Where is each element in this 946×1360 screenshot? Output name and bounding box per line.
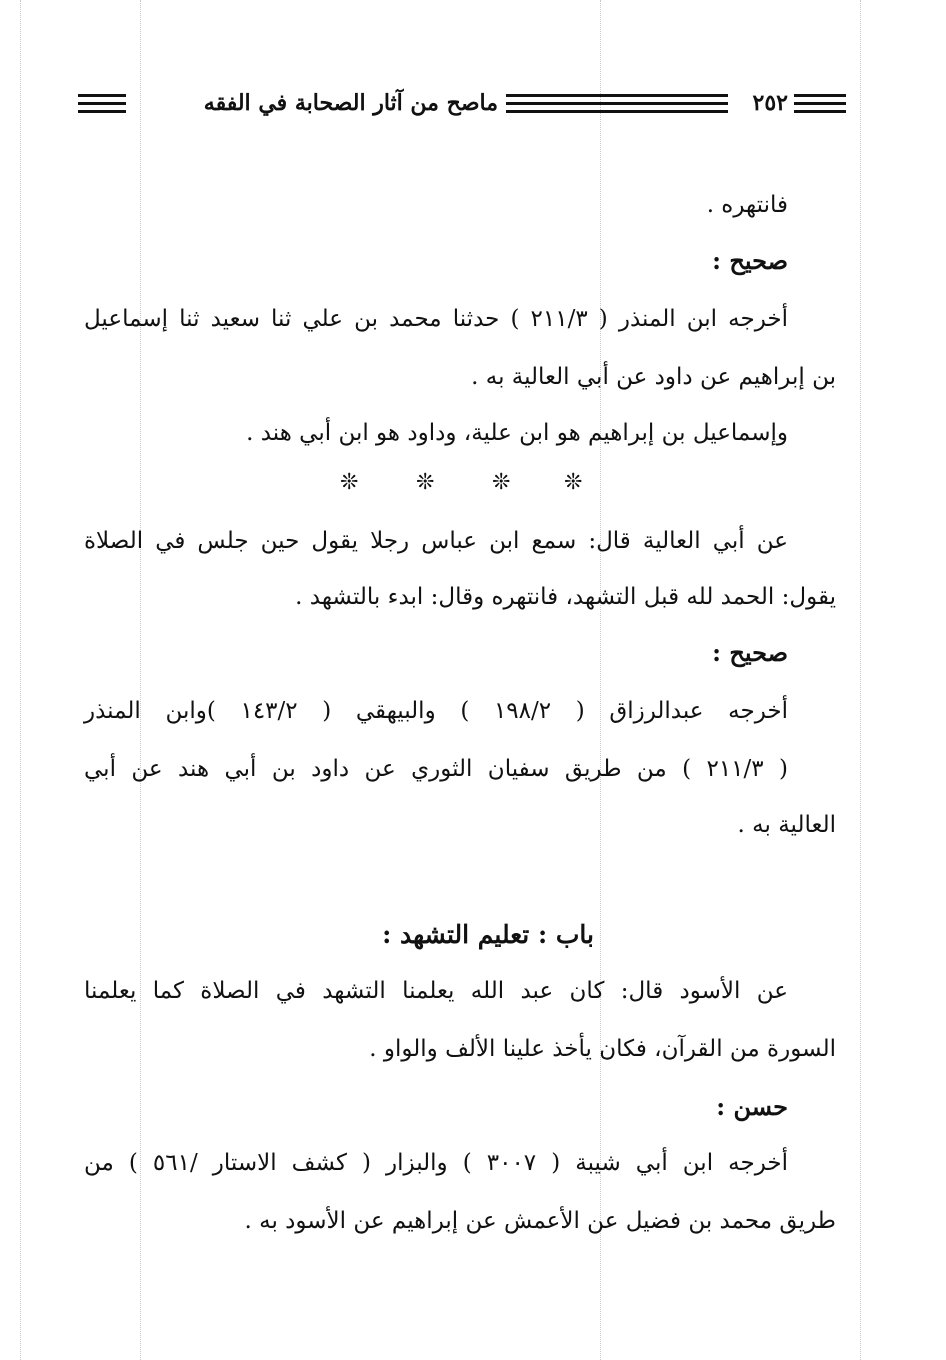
separator-star: ❊ xyxy=(492,470,511,495)
separator-star: ❊ xyxy=(340,470,359,495)
text-line: السورة من القرآن، فكان يأخذ علينا الألف والواو . xyxy=(369,1036,836,1062)
text-line: ( ٢١١/٣ ) من طريق سفيان الثوري عن داود بن أبي هند عن أبي xyxy=(84,756,788,782)
header-rule xyxy=(78,102,126,105)
header-rule xyxy=(78,110,126,113)
header-rule xyxy=(506,110,728,113)
text-line: أخرجه ابن المنذر ( ٢١١/٣ ) حدثنا محمد بن علي ثنا سعيد ثنا إسماعيل xyxy=(84,306,788,332)
text-line: عن الأسود قال: كان عبد الله يعلمنا التشهد في الصلاة كما يعلمنا xyxy=(84,978,788,1004)
grade-heading: صحيح : xyxy=(712,246,788,275)
section-separator xyxy=(320,468,600,498)
text-line: أخرجه ابن أبي شيبة ( ٣٠٠٧ ) والبزار ( كشف الاستار /٥٦١ ) من xyxy=(84,1150,789,1176)
header-rule xyxy=(506,102,728,105)
grade-heading: حسن : xyxy=(716,1092,788,1121)
text-line: طريق محمد بن فضيل عن الأعمش عن إبراهيم عن الأسود به . xyxy=(244,1208,836,1234)
page-header xyxy=(78,88,846,122)
page-number: ٢٥٢ xyxy=(752,90,788,116)
separator-star: ❊ xyxy=(564,470,583,495)
text-line: بن إبراهيم عن داود عن أبي العالية به . xyxy=(471,364,836,390)
text-line: وإسماعيل بن إبراهيم هو ابن علية، وداود هو ابن أبي هند . xyxy=(246,420,788,446)
header-rule xyxy=(78,94,126,97)
scan-guide-line xyxy=(860,0,861,1360)
chapter-title: باب : تعليم التشهد : xyxy=(382,920,594,949)
text-line: فانتهره . xyxy=(706,192,788,218)
header-rule xyxy=(506,94,728,97)
header-rule xyxy=(794,102,846,105)
grade-heading: صحيح : xyxy=(712,638,788,667)
header-rule xyxy=(794,110,846,113)
text-line: العالية به . xyxy=(737,812,836,838)
text-line: أخرجه عبدالرزاق ( ١٩٨/٢ ) والبيهقي ( ١٤٣/٢ )وابن المنذر xyxy=(84,698,789,724)
book-title: ماصح من آثار الصحابة في الفقه xyxy=(203,90,498,116)
header-rule xyxy=(794,94,846,97)
text-line: يقول: الحمد لله قبل التشهد، فانتهره وقال: ابدء بالتشهد . xyxy=(295,584,836,610)
scan-guide-line xyxy=(20,0,21,1360)
text-line: عن أبي العالية قال: سمع ابن عباس رجلا يقول حين جلس في الصلاة xyxy=(84,528,788,554)
separator-star: ❊ xyxy=(416,470,435,495)
